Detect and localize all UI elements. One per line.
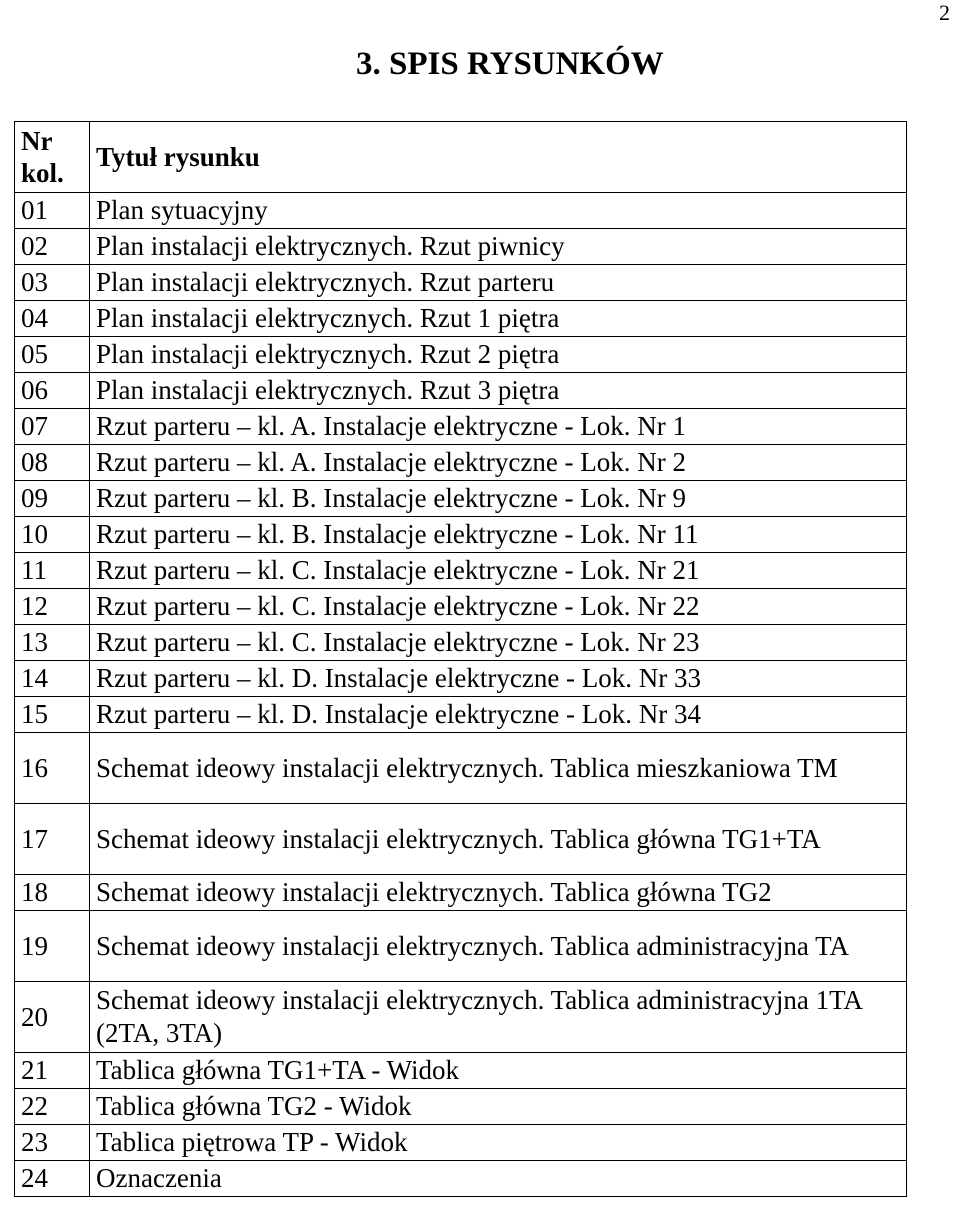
row-number-cell: 17 — [15, 804, 90, 875]
row-title-cell: Rzut parteru – kl. D. Instalacje elektryczne - Lok. Nr 34 — [90, 697, 907, 733]
row-number-cell: 02 — [15, 229, 90, 265]
row-title-cell: Tablica główna TG1+TA - Widok — [90, 1053, 907, 1089]
row-number-cell: 10 — [15, 517, 90, 553]
header-nr-line1: Nr — [21, 126, 53, 156]
row-title-cell: Schemat ideowy instalacji elektrycznych. Tablica główna TG1+TA — [90, 804, 907, 875]
table-row — [15, 517, 907, 553]
row-title-cell: Schemat ideowy instalacji elektrycznych. Tablica administracyjna TA — [90, 911, 907, 982]
header-nr-cell — [15, 122, 90, 193]
row-title-cell: Schemat ideowy instalacji elektrycznych. Tablica mieszkaniowa TM — [90, 733, 907, 804]
row-number-cell: 15 — [15, 697, 90, 733]
table-row — [15, 982, 907, 1053]
table-header-row — [15, 122, 907, 193]
drawings-list-table — [14, 121, 907, 1197]
row-title-cell: Tablica piętrowa TP - Widok — [90, 1125, 907, 1161]
row-number-cell: 09 — [15, 481, 90, 517]
table-row — [15, 1161, 907, 1197]
header-nr-line2: kol. — [21, 158, 64, 188]
row-title-cell: Rzut parteru – kl. C. Instalacje elektryczne - Lok. Nr 21 — [90, 553, 907, 589]
table-row — [15, 553, 907, 589]
table-row — [15, 229, 907, 265]
row-number-cell: 19 — [15, 911, 90, 982]
row-number-cell: 11 — [15, 553, 90, 589]
table-row — [15, 301, 907, 337]
row-number-cell: 01 — [15, 193, 90, 229]
row-number-cell: 05 — [15, 337, 90, 373]
table-row — [15, 625, 907, 661]
row-number-cell: 18 — [15, 875, 90, 911]
row-number-cell: 07 — [15, 409, 90, 445]
section-title: 3. SPIS RYSUNKÓW — [356, 46, 664, 82]
table-row — [15, 1089, 907, 1125]
table-row — [15, 373, 907, 409]
row-title-cell: Plan instalacji elektrycznych. Rzut parteru — [90, 265, 907, 301]
row-title-cell: Schemat ideowy instalacji elektrycznych. Tablica główna TG2 — [90, 875, 907, 911]
table-row — [15, 265, 907, 301]
row-title-cell: Plan instalacji elektrycznych. Rzut 3 piętra — [90, 373, 907, 409]
table-row — [15, 875, 907, 911]
row-number-cell: 20 — [15, 982, 90, 1053]
table-row — [15, 733, 907, 804]
row-title-cell: Schemat ideowy instalacji elektrycznych. Tablica administracyjna 1TA (2TA, 3TA) — [90, 982, 907, 1053]
table-row — [15, 193, 907, 229]
row-title-cell: Rzut parteru – kl. A. Instalacje elektryczne - Lok. Nr 2 — [90, 445, 907, 481]
row-title-cell: Plan instalacji elektrycznych. Rzut piwnicy — [90, 229, 907, 265]
row-title-cell: Rzut parteru – kl. B. Instalacje elektryczne - Lok. Nr 9 — [90, 481, 907, 517]
table-row — [15, 661, 907, 697]
row-number-cell: 22 — [15, 1089, 90, 1125]
table-row — [15, 804, 907, 875]
table-body — [15, 193, 907, 1197]
row-title-cell: Rzut parteru – kl. B. Instalacje elektryczne - Lok. Nr 11 — [90, 517, 907, 553]
row-number-cell: 23 — [15, 1125, 90, 1161]
row-title-cell: Rzut parteru – kl. D. Instalacje elektryczne - Lok. Nr 33 — [90, 661, 907, 697]
row-number-cell: 24 — [15, 1161, 90, 1197]
row-title-cell: Plan sytuacyjny — [90, 193, 907, 229]
table-row — [15, 445, 907, 481]
header-title-cell: Tytuł rysunku — [90, 122, 907, 193]
row-title-cell: Oznaczenia — [90, 1161, 907, 1197]
table-row — [15, 409, 907, 445]
row-number-cell: 14 — [15, 661, 90, 697]
row-title-cell: Rzut parteru – kl. C. Instalacje elektryczne - Lok. Nr 22 — [90, 589, 907, 625]
row-title-cell: Tablica główna TG2 - Widok — [90, 1089, 907, 1125]
table-row — [15, 589, 907, 625]
page-number: 2 — [939, 0, 950, 25]
table-row — [15, 1125, 907, 1161]
table-row — [15, 337, 907, 373]
row-number-cell: 21 — [15, 1053, 90, 1089]
table-row — [15, 911, 907, 982]
row-title-cell: Rzut parteru – kl. A. Instalacje elektryczne - Lok. Nr 1 — [90, 409, 907, 445]
row-number-cell: 03 — [15, 265, 90, 301]
row-title-cell: Plan instalacji elektrycznych. Rzut 1 piętra — [90, 301, 907, 337]
table-row — [15, 1053, 907, 1089]
row-number-cell: 08 — [15, 445, 90, 481]
row-number-cell: 13 — [15, 625, 90, 661]
table-row — [15, 481, 907, 517]
row-number-cell: 06 — [15, 373, 90, 409]
row-title-cell: Plan instalacji elektrycznych. Rzut 2 piętra — [90, 337, 907, 373]
row-number-cell: 16 — [15, 733, 90, 804]
row-title-cell: Rzut parteru – kl. C. Instalacje elektryczne - Lok. Nr 23 — [90, 625, 907, 661]
row-number-cell: 12 — [15, 589, 90, 625]
table-row — [15, 697, 907, 733]
row-number-cell: 04 — [15, 301, 90, 337]
